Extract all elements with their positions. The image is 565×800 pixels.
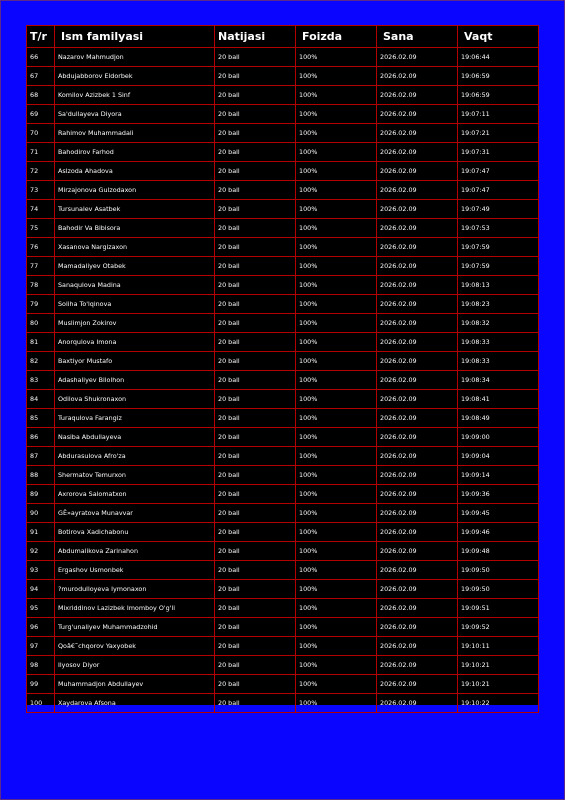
cell-number: 67 (27, 67, 55, 86)
cell-full-name: Turg'unaliyev Muhammadzohid (55, 618, 215, 637)
table-row (27, 86, 539, 105)
cell-date: 2026.02.09 (377, 143, 458, 162)
cell-date: 2026.02.09 (377, 105, 458, 124)
cell-full-name: Muhammadjon Abdullayev (55, 675, 215, 694)
table-body (27, 48, 539, 713)
cell-percent: 100% (296, 466, 377, 485)
cell-full-name: Muslimjon Zokirov (55, 314, 215, 333)
cell-full-name: Mamadaliyev Otabek (55, 257, 215, 276)
cell-full-name: Bahodirov Farhod (55, 143, 215, 162)
cell-result: 20 ball (215, 504, 296, 523)
cell-date: 2026.02.09 (377, 485, 458, 504)
cell-date: 2026.02.09 (377, 295, 458, 314)
cell-percent: 100% (296, 219, 377, 238)
cell-percent: 100% (296, 694, 377, 713)
cell-number: 81 (27, 333, 55, 352)
cell-full-name: Xasanova Nargizaxon (55, 238, 215, 257)
cell-result: 20 ball (215, 276, 296, 295)
table-row (27, 561, 539, 580)
cell-time: 19:08:34 (458, 371, 539, 390)
cell-percent: 100% (296, 618, 377, 637)
cell-number: 79 (27, 295, 55, 314)
cell-full-name: ?murodulloyeva Iymonaxon (55, 580, 215, 599)
cell-date: 2026.02.09 (377, 428, 458, 447)
cell-date: 2026.02.09 (377, 694, 458, 713)
cell-number: 84 (27, 390, 55, 409)
table-row (27, 238, 539, 257)
cell-number: 71 (27, 143, 55, 162)
cell-result: 20 ball (215, 599, 296, 618)
cell-full-name: Adashaliyev Bilolhon (55, 371, 215, 390)
cell-time: 19:07:21 (458, 124, 539, 143)
cell-number: 100 (27, 694, 55, 713)
cell-percent: 100% (296, 428, 377, 447)
cell-percent: 100% (296, 599, 377, 618)
cell-percent: 100% (296, 523, 377, 542)
cell-percent: 100% (296, 181, 377, 200)
cell-full-name: Turaqulova Farangiz (55, 409, 215, 428)
cell-percent: 100% (296, 485, 377, 504)
cell-number: 82 (27, 352, 55, 371)
cell-date: 2026.02.09 (377, 124, 458, 143)
cell-date: 2026.02.09 (377, 276, 458, 295)
cell-number: 87 (27, 447, 55, 466)
cell-number: 88 (27, 466, 55, 485)
table-row (27, 504, 539, 523)
cell-percent: 100% (296, 656, 377, 675)
cell-date: 2026.02.09 (377, 257, 458, 276)
cell-result: 20 ball (215, 409, 296, 428)
cell-percent: 100% (296, 409, 377, 428)
table-row (27, 371, 539, 390)
cell-time: 19:07:11 (458, 105, 539, 124)
cell-percent: 100% (296, 447, 377, 466)
cell-result: 20 ball (215, 219, 296, 238)
cell-full-name: Qoâ€˜chqorov Yaxyobek (55, 637, 215, 656)
cell-full-name: Komilov Azizbek 1 Sinf (55, 86, 215, 105)
cell-result: 20 ball (215, 485, 296, 504)
cell-full-name: Rahimov Muhammadali (55, 124, 215, 143)
cell-time: 19:09:50 (458, 580, 539, 599)
cell-result: 20 ball (215, 390, 296, 409)
cell-date: 2026.02.09 (377, 542, 458, 561)
cell-full-name: Soliha To'lqinova (55, 295, 215, 314)
header-date: Sana (377, 26, 458, 48)
cell-date: 2026.02.09 (377, 409, 458, 428)
table-row (27, 295, 539, 314)
cell-date: 2026.02.09 (377, 238, 458, 257)
cell-full-name: Sa'dullayeva Diyora (55, 105, 215, 124)
table-row (27, 466, 539, 485)
cell-full-name: Mirzajonova Gulzodaxon (55, 181, 215, 200)
cell-date: 2026.02.09 (377, 656, 458, 675)
cell-result: 20 ball (215, 67, 296, 86)
cell-percent: 100% (296, 200, 377, 219)
cell-result: 20 ball (215, 428, 296, 447)
cell-percent: 100% (296, 390, 377, 409)
cell-percent: 100% (296, 675, 377, 694)
cell-time: 19:08:33 (458, 352, 539, 371)
cell-result: 20 ball (215, 447, 296, 466)
cell-full-name: Nazarov Mahmudjon (55, 48, 215, 67)
table-row (27, 580, 539, 599)
cell-number: 86 (27, 428, 55, 447)
cell-date: 2026.02.09 (377, 314, 458, 333)
cell-result: 20 ball (215, 675, 296, 694)
cell-date: 2026.02.09 (377, 523, 458, 542)
cell-time: 19:08:32 (458, 314, 539, 333)
cell-full-name: Ilyosov Diyor (55, 656, 215, 675)
cell-date: 2026.02.09 (377, 504, 458, 523)
table-row (27, 352, 539, 371)
cell-date: 2026.02.09 (377, 333, 458, 352)
cell-time: 19:09:52 (458, 618, 539, 637)
cell-time: 19:09:46 (458, 523, 539, 542)
cell-time: 19:07:47 (458, 162, 539, 181)
cell-full-name: Abdurasulova Afro'za (55, 447, 215, 466)
cell-result: 20 ball (215, 181, 296, 200)
cell-result: 20 ball (215, 561, 296, 580)
cell-date: 2026.02.09 (377, 466, 458, 485)
cell-date: 2026.02.09 (377, 371, 458, 390)
cell-result: 20 ball (215, 314, 296, 333)
cell-result: 20 ball (215, 257, 296, 276)
cell-number: 96 (27, 618, 55, 637)
table-row (27, 428, 539, 447)
cell-full-name: Anorqulova Imona (55, 333, 215, 352)
cell-time: 19:09:00 (458, 428, 539, 447)
cell-date: 2026.02.09 (377, 181, 458, 200)
cell-result: 20 ball (215, 295, 296, 314)
cell-date: 2026.02.09 (377, 390, 458, 409)
cell-number: 98 (27, 656, 55, 675)
cell-result: 20 ball (215, 162, 296, 181)
table-header-row (27, 26, 539, 48)
cell-date: 2026.02.09 (377, 580, 458, 599)
cell-percent: 100% (296, 105, 377, 124)
cell-number: 97 (27, 637, 55, 656)
cell-full-name: Botirova Xadichabonu (55, 523, 215, 542)
table-row (27, 48, 539, 67)
cell-date: 2026.02.09 (377, 352, 458, 371)
cell-result: 20 ball (215, 105, 296, 124)
table-row (27, 314, 539, 333)
cell-result: 20 ball (215, 352, 296, 371)
cell-percent: 100% (296, 143, 377, 162)
cell-number: 68 (27, 86, 55, 105)
cell-percent: 100% (296, 637, 377, 656)
cell-number: 89 (27, 485, 55, 504)
cell-percent: 100% (296, 542, 377, 561)
cell-percent: 100% (296, 561, 377, 580)
table-row (27, 656, 539, 675)
cell-number: 74 (27, 200, 55, 219)
cell-full-name: GÊ»ayratova Munavvar (55, 504, 215, 523)
cell-full-name: Tursunalev Asatbek (55, 200, 215, 219)
cell-time: 19:09:50 (458, 561, 539, 580)
cell-time: 19:08:49 (458, 409, 539, 428)
table-row (27, 409, 539, 428)
cell-number: 92 (27, 542, 55, 561)
cell-time: 19:07:49 (458, 200, 539, 219)
results-table (26, 25, 539, 713)
table-row (27, 694, 539, 713)
results-sheet (26, 25, 538, 705)
table-row (27, 599, 539, 618)
cell-date: 2026.02.09 (377, 200, 458, 219)
cell-percent: 100% (296, 352, 377, 371)
cell-full-name: Sanaqulova Madina (55, 276, 215, 295)
cell-percent: 100% (296, 162, 377, 181)
table-row (27, 219, 539, 238)
cell-result: 20 ball (215, 523, 296, 542)
cell-result: 20 ball (215, 86, 296, 105)
cell-time: 19:09:48 (458, 542, 539, 561)
cell-date: 2026.02.09 (377, 447, 458, 466)
cell-date: 2026.02.09 (377, 67, 458, 86)
table-row (27, 390, 539, 409)
table-row (27, 124, 539, 143)
cell-time: 19:06:44 (458, 48, 539, 67)
cell-time: 19:08:41 (458, 390, 539, 409)
table-row (27, 637, 539, 656)
cell-result: 20 ball (215, 124, 296, 143)
cell-percent: 100% (296, 276, 377, 295)
cell-number: 78 (27, 276, 55, 295)
cell-result: 20 ball (215, 200, 296, 219)
table-row (27, 485, 539, 504)
cell-number: 69 (27, 105, 55, 124)
cell-number: 93 (27, 561, 55, 580)
cell-number: 91 (27, 523, 55, 542)
cell-date: 2026.02.09 (377, 675, 458, 694)
cell-date: 2026.02.09 (377, 48, 458, 67)
cell-full-name: Bahodir Va Bibisora (55, 219, 215, 238)
cell-percent: 100% (296, 124, 377, 143)
cell-time: 19:06:59 (458, 67, 539, 86)
cell-result: 20 ball (215, 333, 296, 352)
cell-percent: 100% (296, 257, 377, 276)
cell-percent: 100% (296, 333, 377, 352)
cell-full-name: Nasiba Abdullayeva (55, 428, 215, 447)
cell-result: 20 ball (215, 694, 296, 713)
cell-percent: 100% (296, 371, 377, 390)
cell-percent: 100% (296, 314, 377, 333)
table-row (27, 523, 539, 542)
cell-number: 83 (27, 371, 55, 390)
cell-full-name: Aslzoda Ahadova (55, 162, 215, 181)
cell-time: 19:09:51 (458, 599, 539, 618)
cell-result: 20 ball (215, 542, 296, 561)
cell-date: 2026.02.09 (377, 162, 458, 181)
cell-time: 19:10:11 (458, 637, 539, 656)
cell-result: 20 ball (215, 580, 296, 599)
cell-date: 2026.02.09 (377, 618, 458, 637)
cell-date: 2026.02.09 (377, 599, 458, 618)
header-number: T/r (27, 26, 55, 48)
cell-percent: 100% (296, 67, 377, 86)
cell-full-name: Xaydarova Afsona (55, 694, 215, 713)
header-time: Vaqt (458, 26, 539, 48)
cell-full-name: Baxtiyor Mustafo (55, 352, 215, 371)
table-row (27, 675, 539, 694)
table-row (27, 143, 539, 162)
table-row (27, 276, 539, 295)
cell-percent: 100% (296, 504, 377, 523)
cell-number: 99 (27, 675, 55, 694)
cell-number: 77 (27, 257, 55, 276)
cell-result: 20 ball (215, 466, 296, 485)
cell-number: 85 (27, 409, 55, 428)
cell-number: 70 (27, 124, 55, 143)
cell-number: 76 (27, 238, 55, 257)
cell-time: 19:10:22 (458, 694, 539, 713)
cell-time: 19:07:59 (458, 238, 539, 257)
cell-time: 19:08:23 (458, 295, 539, 314)
cell-number: 90 (27, 504, 55, 523)
cell-time: 19:08:13 (458, 276, 539, 295)
cell-result: 20 ball (215, 656, 296, 675)
cell-time: 19:09:45 (458, 504, 539, 523)
cell-full-name: Abdujabborov Eldorbek (55, 67, 215, 86)
cell-time: 19:07:47 (458, 181, 539, 200)
cell-time: 19:07:59 (458, 257, 539, 276)
cell-number: 80 (27, 314, 55, 333)
cell-time: 19:09:04 (458, 447, 539, 466)
cell-full-name: Shermatov Temurxon (55, 466, 215, 485)
cell-time: 19:06:59 (458, 86, 539, 105)
table-row (27, 181, 539, 200)
cell-percent: 100% (296, 295, 377, 314)
cell-number: 66 (27, 48, 55, 67)
cell-time: 19:07:53 (458, 219, 539, 238)
cell-date: 2026.02.09 (377, 86, 458, 105)
cell-full-name: Mixriddinov Lazizbek Imomboy O'g'li (55, 599, 215, 618)
cell-number: 73 (27, 181, 55, 200)
cell-result: 20 ball (215, 238, 296, 257)
cell-full-name: Odilova Shukronaxon (55, 390, 215, 409)
table-row (27, 200, 539, 219)
cell-percent: 100% (296, 48, 377, 67)
table-row (27, 257, 539, 276)
header-result: Natijasi (215, 26, 296, 48)
cell-time: 19:10:21 (458, 675, 539, 694)
cell-number: 95 (27, 599, 55, 618)
cell-result: 20 ball (215, 371, 296, 390)
cell-time: 19:09:36 (458, 485, 539, 504)
cell-time: 19:10:21 (458, 656, 539, 675)
cell-result: 20 ball (215, 143, 296, 162)
cell-full-name: Axrorova Salomatxon (55, 485, 215, 504)
cell-time: 19:08:33 (458, 333, 539, 352)
cell-number: 94 (27, 580, 55, 599)
cell-percent: 100% (296, 238, 377, 257)
cell-result: 20 ball (215, 637, 296, 656)
header-full-name: Ism familyasi (55, 26, 215, 48)
cell-date: 2026.02.09 (377, 561, 458, 580)
cell-percent: 100% (296, 580, 377, 599)
cell-time: 19:09:14 (458, 466, 539, 485)
table-row (27, 162, 539, 181)
table-row (27, 618, 539, 637)
cell-full-name: Abdumalikova Zarinahon (55, 542, 215, 561)
header-percent: Foizda (296, 26, 377, 48)
cell-result: 20 ball (215, 618, 296, 637)
cell-percent: 100% (296, 86, 377, 105)
cell-full-name: Ergashov Usmonbek (55, 561, 215, 580)
table-row (27, 105, 539, 124)
cell-time: 19:07:31 (458, 143, 539, 162)
cell-number: 75 (27, 219, 55, 238)
table-row (27, 67, 539, 86)
cell-number: 72 (27, 162, 55, 181)
table-row (27, 333, 539, 352)
cell-date: 2026.02.09 (377, 637, 458, 656)
cell-date: 2026.02.09 (377, 219, 458, 238)
table-row (27, 542, 539, 561)
table-row (27, 447, 539, 466)
cell-result: 20 ball (215, 48, 296, 67)
